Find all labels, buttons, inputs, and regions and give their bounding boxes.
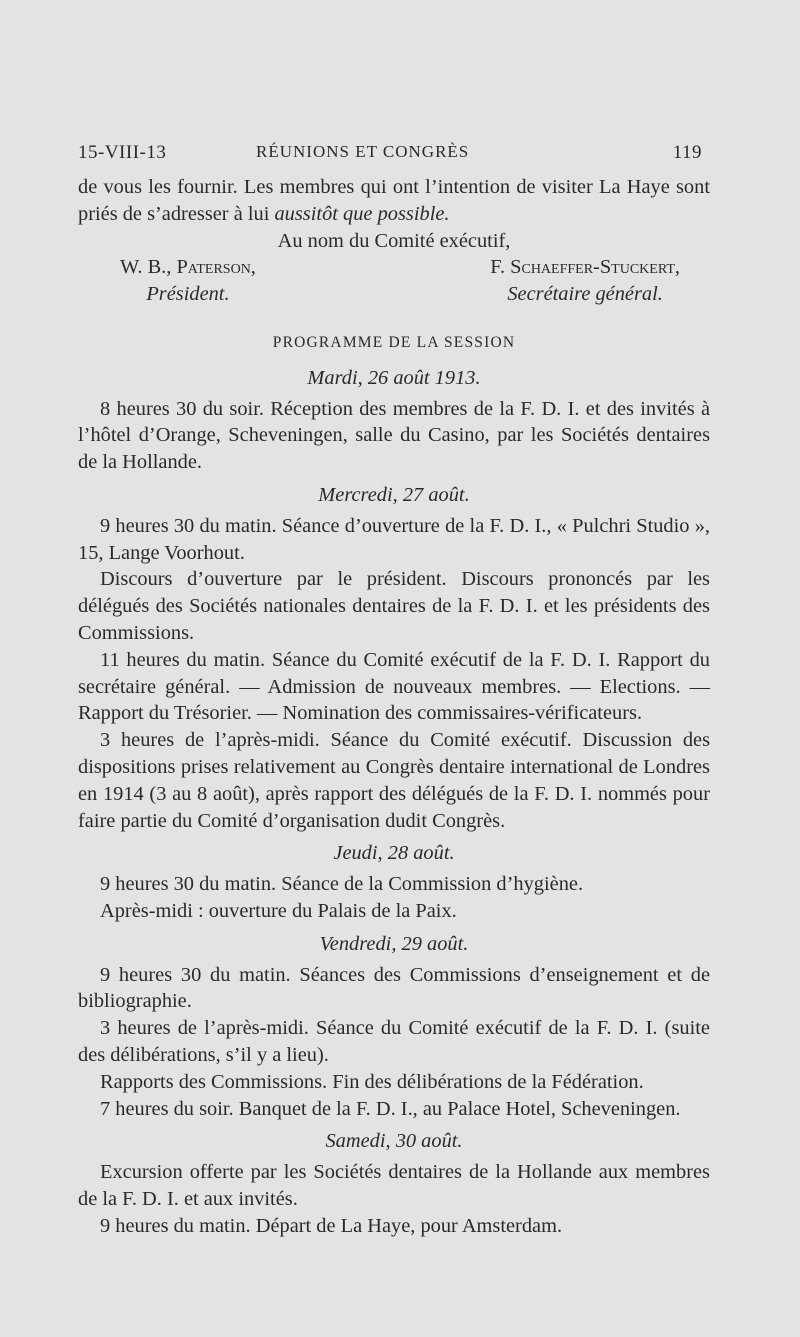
programme-item: 3 heures de l’après-midi. Séance du Comité exécutif. Discussion des dispositions prises relativement au Congrès dentaire international de Londres en 1914 (3 au 8 août), après rapport des délégués de la F. D. I. nommés pour faire partie du Comité d’organisation dudit Congrès. xyxy=(78,729,710,832)
day-heading: Mardi, 26 août 1913. xyxy=(307,366,481,389)
body-text xyxy=(78,174,710,1239)
programme-item: 3 heures de l’après-midi. Séance du Comité exécutif de la F. D. I. (suite des délibérations, s’il y a lieu). xyxy=(78,1017,710,1066)
programme-item: Après-midi : ouverture du Palais de la Paix. xyxy=(100,899,457,922)
running-header xyxy=(78,140,710,170)
signature-president xyxy=(120,254,256,308)
signature-name: F. Schaeffer-Stuckert, xyxy=(490,256,680,279)
programme-item: Rapports des Commissions. Fin des délibérations de la Fédération. xyxy=(100,1070,644,1093)
day-heading: Vendredi, 29 août. xyxy=(319,932,469,955)
programme-item: 8 heures 30 du soir. Réception des membres de la F. D. I. et des invités à l’hôtel d’Orange, Scheveningen, salle du Casino, par les Sociétés dentaires de la Hollande. xyxy=(78,397,710,474)
programme-item: 9 heures 30 du matin. Séances des Commissions d’enseignement et de bibliographie. xyxy=(78,963,710,1013)
programme-item: 9 heures 30 du matin. Séance d’ouverture de la F. D. I., « Pulchri Studio », 15, Lange Voorhout. xyxy=(78,514,710,564)
intro-emphasis: aussitôt que possible. xyxy=(274,202,450,225)
programme-item: 9 heures 30 du matin. Séance de la Commission d’hygiène. xyxy=(100,873,584,896)
programme-item: 7 heures du soir. Banquet de la F. D. I., au Palace Hotel, Scheveningen. xyxy=(100,1097,681,1120)
intro-paragraph xyxy=(78,174,710,228)
programme-item: 11 heures du matin. Séance du Comité exécutif de la F. D. I. Rapport du secrétaire général. — Admission de nouveaux membres. — Elections. — Rapport du Trésorier. — Nomination des commissaires-vérificateurs. xyxy=(78,648,710,725)
day-heading: Mercredi, 27 août. xyxy=(318,483,470,506)
signature-secretary xyxy=(490,254,680,308)
day-heading: Samedi, 30 août. xyxy=(325,1130,463,1153)
day-heading: Jeudi, 28 août. xyxy=(333,842,455,865)
signatures xyxy=(78,254,710,308)
page-number: 119 xyxy=(672,142,702,163)
signature-role: Président. xyxy=(146,283,230,306)
programme-item: 9 heures du matin. Départ de La Haye, pour Amsterdam. xyxy=(100,1214,563,1237)
on-behalf-line: Au nom du Comité exécutif, xyxy=(277,229,511,252)
header-date: 15-VIII-13 xyxy=(78,142,167,163)
programme-item: Discours d’ouverture par le président. Discours prononcés par les délégués des Sociétés nationales dentaires de la F. D. I. et les présidents des Commissions. xyxy=(78,568,710,644)
programme-item: Excursion offerte par les Sociétés dentaires de la Hollande aux membres de la F. D. I. et aux invités. xyxy=(78,1161,710,1210)
signature-role: Secrétaire général. xyxy=(507,283,663,306)
header-section-title: RÉUNIONS ET CONGRÈS xyxy=(256,142,470,161)
programme-title: PROGRAMME DE LA SESSION xyxy=(272,333,516,351)
intro-text: de vous les fournir. Les membres qui ont l’intention de visiter La Haye sont priés de s’adresser à lui xyxy=(78,176,710,225)
signature-name: W. B., Paterson, xyxy=(120,256,256,279)
